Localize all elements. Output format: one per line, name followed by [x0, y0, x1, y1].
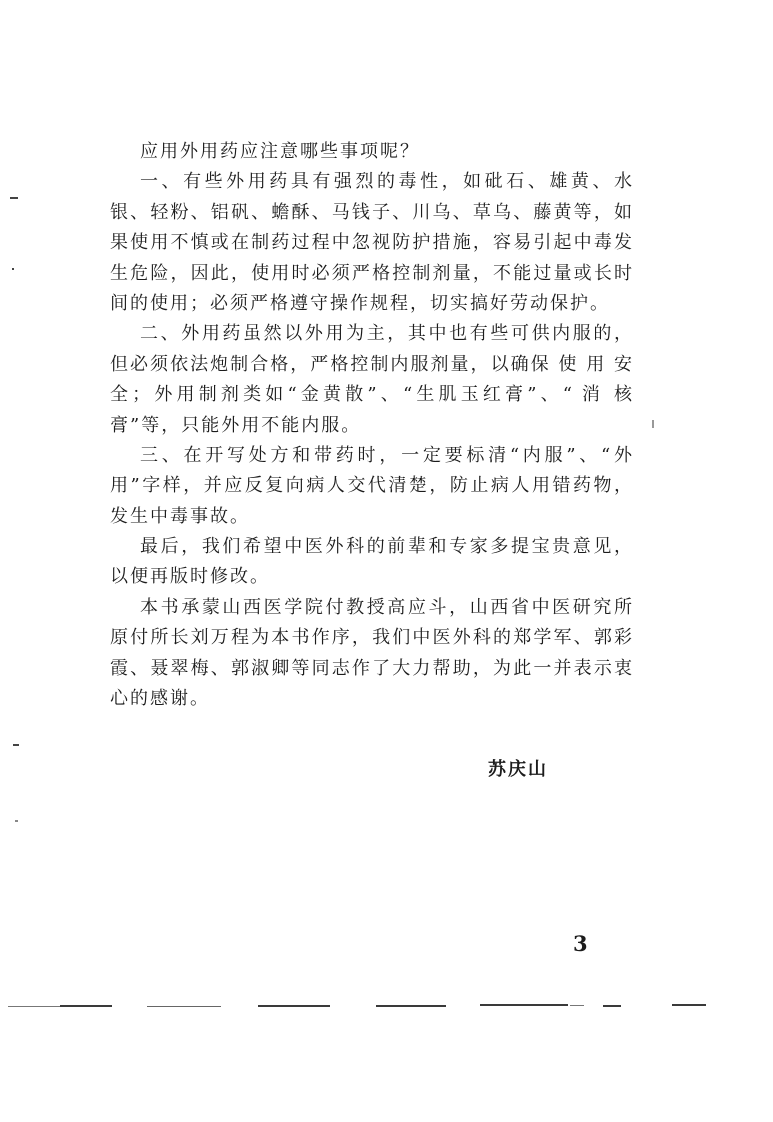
edge-rule — [603, 1005, 621, 1007]
edge-rule — [8, 1006, 60, 1007]
text-line: 银、轻粉、铝矾、蟾酥、马钱子、川乌、草乌、藤黄等，如 — [110, 201, 632, 223]
text-line: 霞、聂翠梅、郭淑卿等同志作了大力帮助，为此一并表示衷 — [110, 657, 632, 679]
scan-mark — [13, 744, 19, 746]
text-line: 生危险，因此，使用时必须严格控制剂量，不能过量或长时 — [110, 262, 632, 284]
paragraph-5 — [110, 593, 632, 715]
paragraph-3 — [110, 441, 632, 532]
scan-mark — [10, 197, 18, 199]
scan-mark — [652, 420, 654, 428]
text-line: 心的感谢。 — [110, 688, 210, 710]
paragraph-4 — [110, 532, 632, 593]
text-line: 发生中毒事故。 — [110, 505, 250, 527]
text-line: 果使用不慎或在制药过程中忽视防护措施，容易引起中毒发 — [110, 232, 632, 254]
text-line: 二、外用药虽然以外用为主，其中也有些可供内服的， — [140, 323, 632, 345]
page-number: 3 — [573, 931, 588, 956]
text-line: 以便再版时修改。 — [110, 566, 270, 588]
edge-rule — [258, 1005, 330, 1007]
author-signature: 苏庆山 — [488, 759, 548, 780]
text-line: 一、有些外用药具有强烈的毒性，如砒石、雄黄、水 — [140, 171, 632, 193]
text-line: 膏”等，只能外用不能内服。 — [110, 414, 362, 436]
text-line: 原付所长刘万程为本书作序，我们中医外科的郑学军、郭彩 — [110, 627, 632, 649]
edge-rule — [60, 1005, 112, 1007]
edge-rule — [480, 1004, 568, 1006]
edge-rule — [147, 1006, 221, 1007]
edge-rule — [672, 1004, 706, 1006]
text-line: 但必须依法炮制合格，严格控制内服剂量，以确保 使 用 安 — [110, 353, 632, 375]
page-body — [110, 137, 632, 714]
paragraph-1 — [110, 167, 632, 319]
paragraph-2 — [110, 319, 632, 441]
text-line: 最后，我们希望中医外科的前辈和专家多提宝贵意见， — [140, 536, 632, 558]
scan-mark — [12, 268, 14, 270]
heading-line: 应用外用药应注意哪些事项呢？ — [140, 141, 420, 162]
edge-rule — [376, 1005, 446, 1007]
edge-rule — [570, 1005, 584, 1006]
scan-mark — [15, 820, 18, 822]
text-line: 三、在开写处方和带药时，一定要标清“内服”、“外 — [140, 444, 632, 466]
text-line: 用”字样，并应反复向病人交代清楚，防止病人用错药物， — [110, 475, 632, 497]
text-line: 间的使用；必须严格遵守操作规程，切实搞好劳动保护。 — [110, 292, 610, 314]
text-line: 本书承蒙山西医学院付教授高应斗，山西省中医研究所 — [140, 596, 632, 618]
text-line: 全；外用制剂类如“金黄散”、“生肌玉红膏”、“ 消 核 — [110, 384, 632, 406]
